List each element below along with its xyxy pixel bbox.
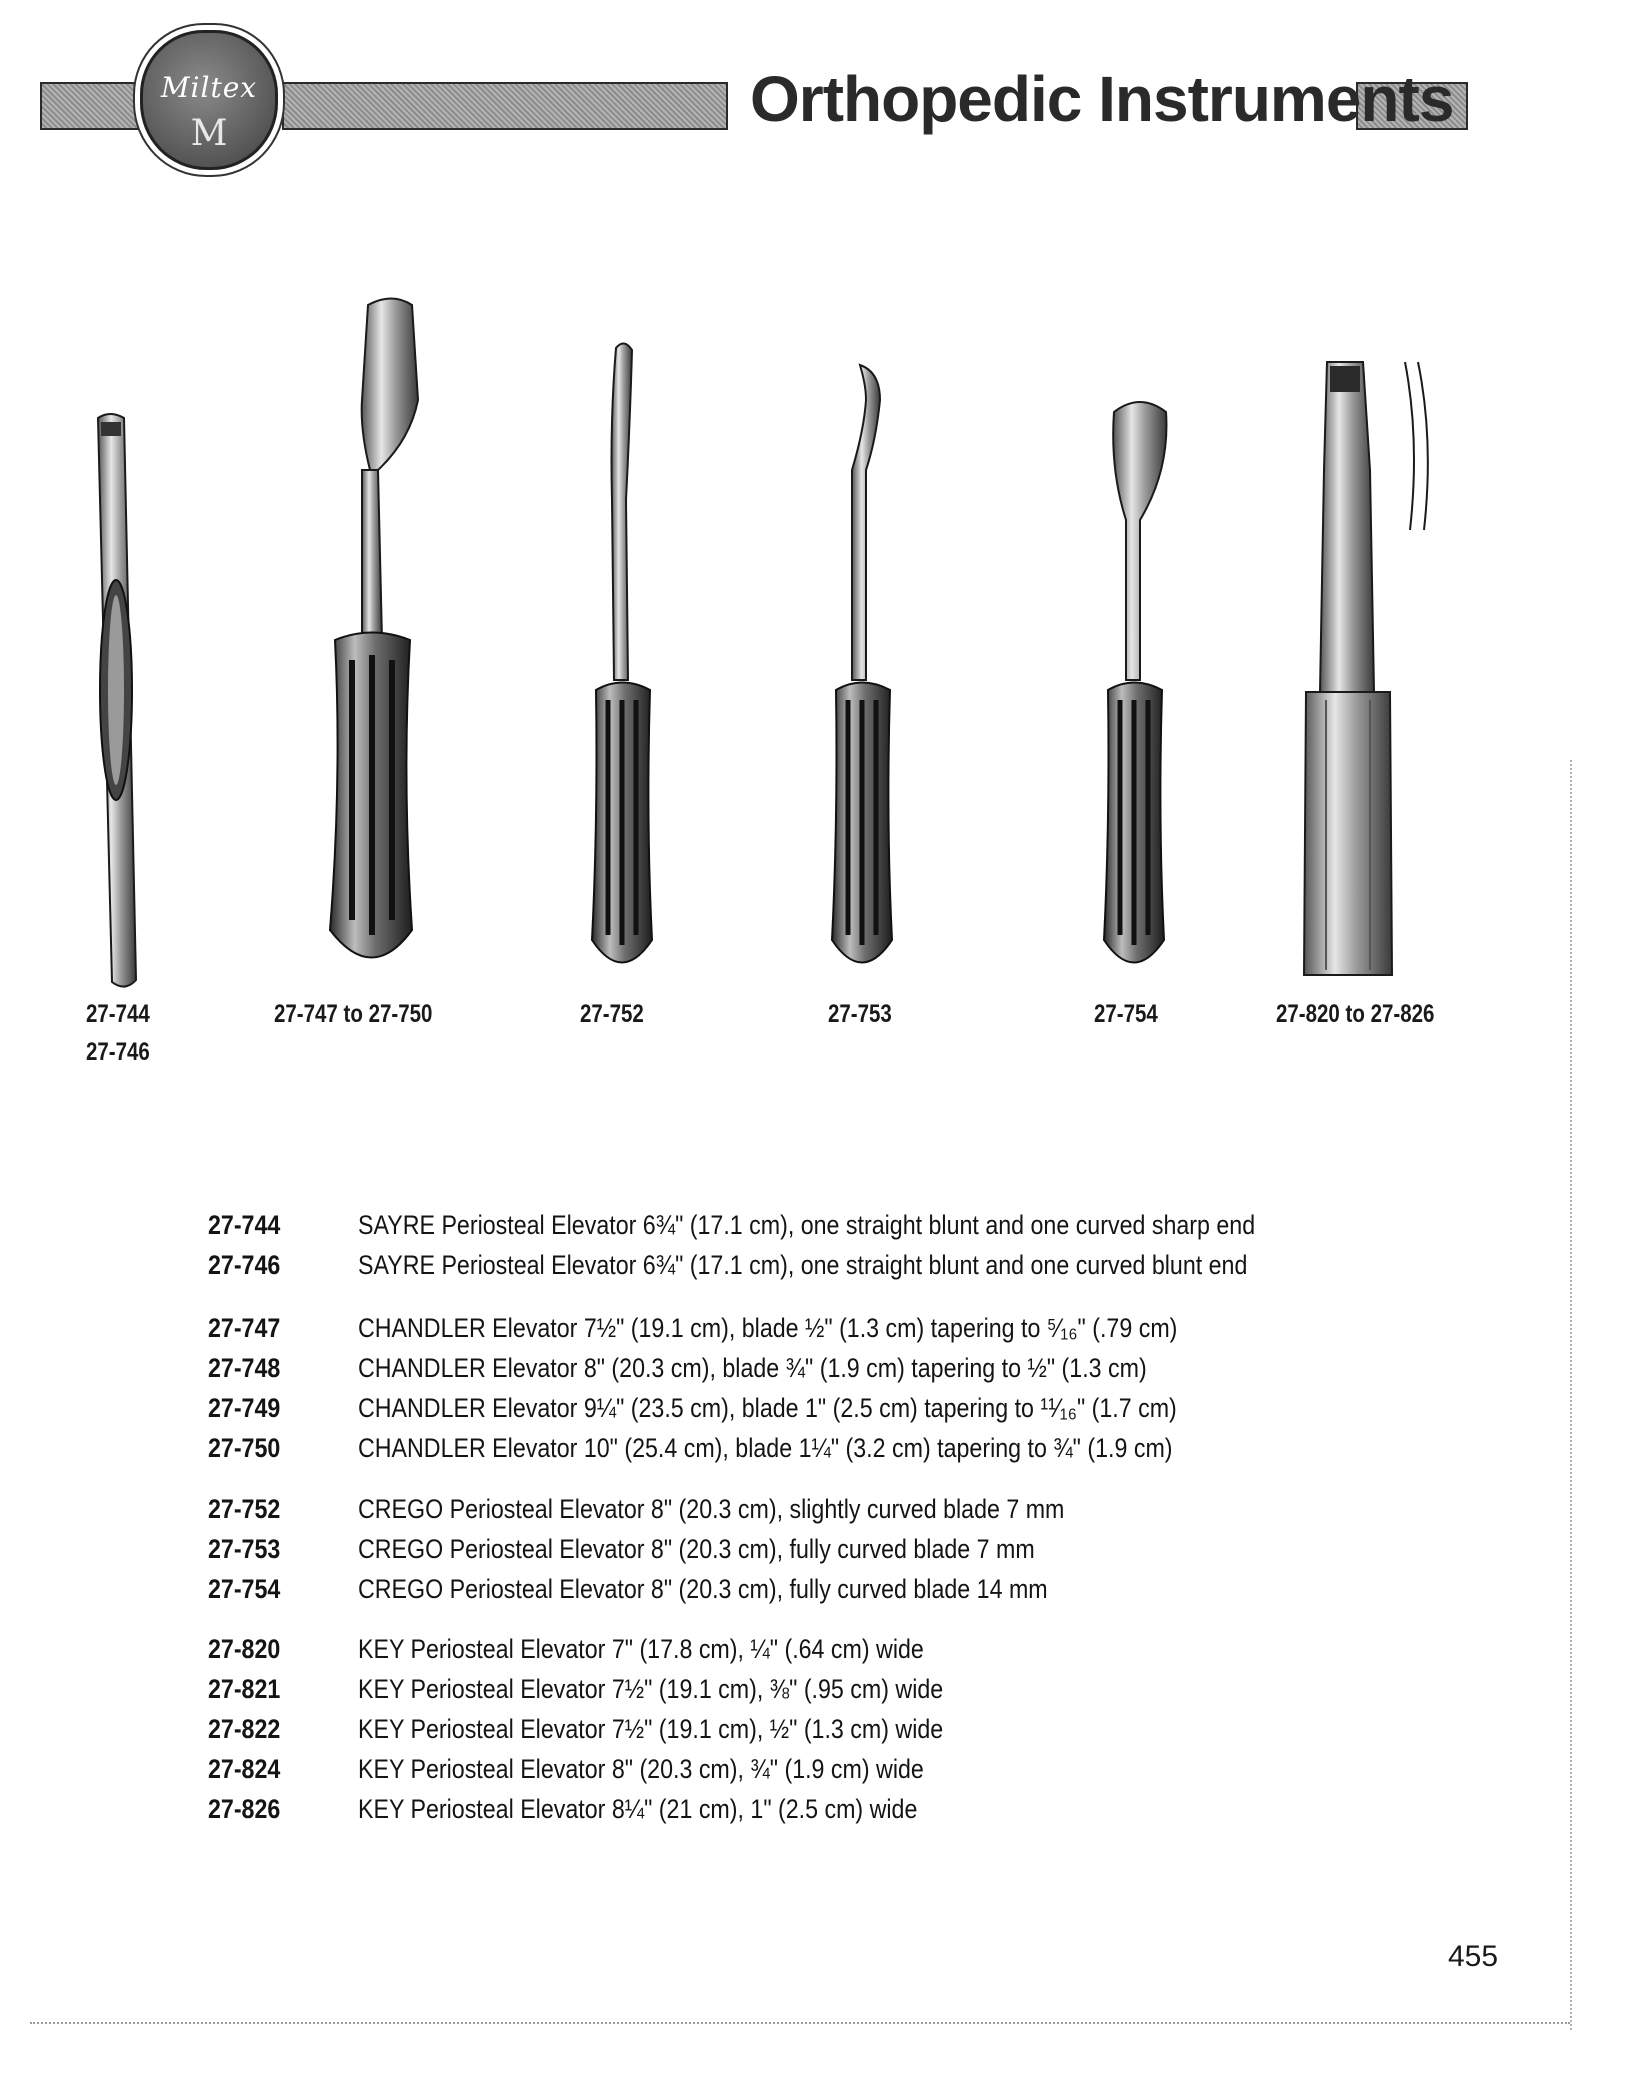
catalog-description: CREGO Periosteal Elevator 8" (20.3 cm), fully curved blade 7 mm [358,1534,1035,1564]
catalog-code: 27-746 [208,1250,281,1280]
catalog-description: CHANDLER Elevator 7½" (19.1 cm), blade ½" (1.3 cm) tapering to ⁵⁄₁₆" (.79 cm) [358,1313,1178,1343]
catalog-description: KEY Periosteal Elevator 7½" (19.1 cm), ⅜" (.95 cm) wide [358,1674,944,1704]
catalog-description: SAYRE Periosteal Elevator 6¾" (17.1 cm), one straight blunt and one curved sharp end [358,1210,1256,1240]
catalog-description: CHANDLER Elevator 10" (25.4 cm), blade 1¼" (3.2 cm) tapering to ¾" (1.9 cm) [358,1433,1173,1463]
crego-754-illustration [1104,402,1166,963]
catalog-code: 27-824 [208,1754,281,1784]
catalog-code: 27-744 [208,1210,281,1240]
catalog-code: 27-748 [208,1353,281,1383]
catalog-code: 27-820 [208,1634,281,1664]
catalog-description: CREGO Periosteal Elevator 8" (20.3 cm), fully curved blade 14 mm [358,1574,1048,1604]
instrument-illustrations [0,0,1646,1000]
catalog-code: 27-749 [208,1393,281,1423]
catalog-description: SAYRE Periosteal Elevator 6¾" (17.1 cm), one straight blunt and one curved blunt end [358,1250,1248,1280]
page-title: Orthopedic Instruments [750,63,1454,135]
catalog-description: CHANDLER Elevator 9¼" (23.5 cm), blade 1" (2.5 cm) tapering to ¹¹⁄₁₆" (1.7 cm) [358,1393,1177,1423]
catalog-description: KEY Periosteal Elevator 8¼" (21 cm), 1" (2.5 cm) wide [358,1794,918,1824]
catalog-code: 27-753 [208,1534,281,1564]
catalog-description: KEY Periosteal Elevator 7" (17.8 cm), ¼" (.64 cm) wide [358,1634,924,1664]
catalog-code: 27-822 [208,1714,281,1744]
logo-mark-text: M [190,113,228,154]
instrument-label: 27-746 [86,1038,150,1066]
chandler-elevator-illustration [330,299,418,958]
catalog-description: CHANDLER Elevator 8" (20.3 cm), blade ¾" (1.9 cm) tapering to ½" (1.3 cm) [358,1353,1147,1383]
right-rule [1570,760,1572,2030]
key-elevator-illustration [1304,362,1428,975]
catalog-description: KEY Periosteal Elevator 7½" (19.1 cm), ½" (1.3 cm) wide [358,1714,944,1744]
crego-752-illustration [592,343,652,962]
catalog-description: CREGO Periosteal Elevator 8" (20.3 cm), slightly curved blade 7 mm [358,1494,1065,1524]
instrument-label: 27-753 [828,1000,892,1028]
instrument-label: 27-820 to 27-826 [1276,1000,1435,1028]
logo-script-text: Miltex [160,71,258,104]
instrument-label: 27-744 [86,1000,150,1028]
crego-753-illustration [832,365,892,963]
catalog-code: 27-754 [208,1574,281,1604]
instrument-label: 27-747 to 27-750 [274,1000,433,1028]
instrument-label: 27-754 [1094,1000,1158,1028]
page-number: 455 [1448,1940,1499,1973]
catalog-code: 27-752 [208,1494,281,1524]
catalog-code: 27-750 [208,1433,281,1463]
catalog-code: 27-821 [208,1674,281,1704]
sayre-elevator-illustration [98,414,136,987]
bottom-rule [30,2022,1570,2024]
catalog-code: 27-747 [208,1313,281,1343]
catalog-description: KEY Periosteal Elevator 8" (20.3 cm), ¾" (1.9 cm) wide [358,1754,924,1784]
catalog-code: 27-826 [208,1794,281,1824]
instrument-label: 27-752 [580,1000,644,1028]
